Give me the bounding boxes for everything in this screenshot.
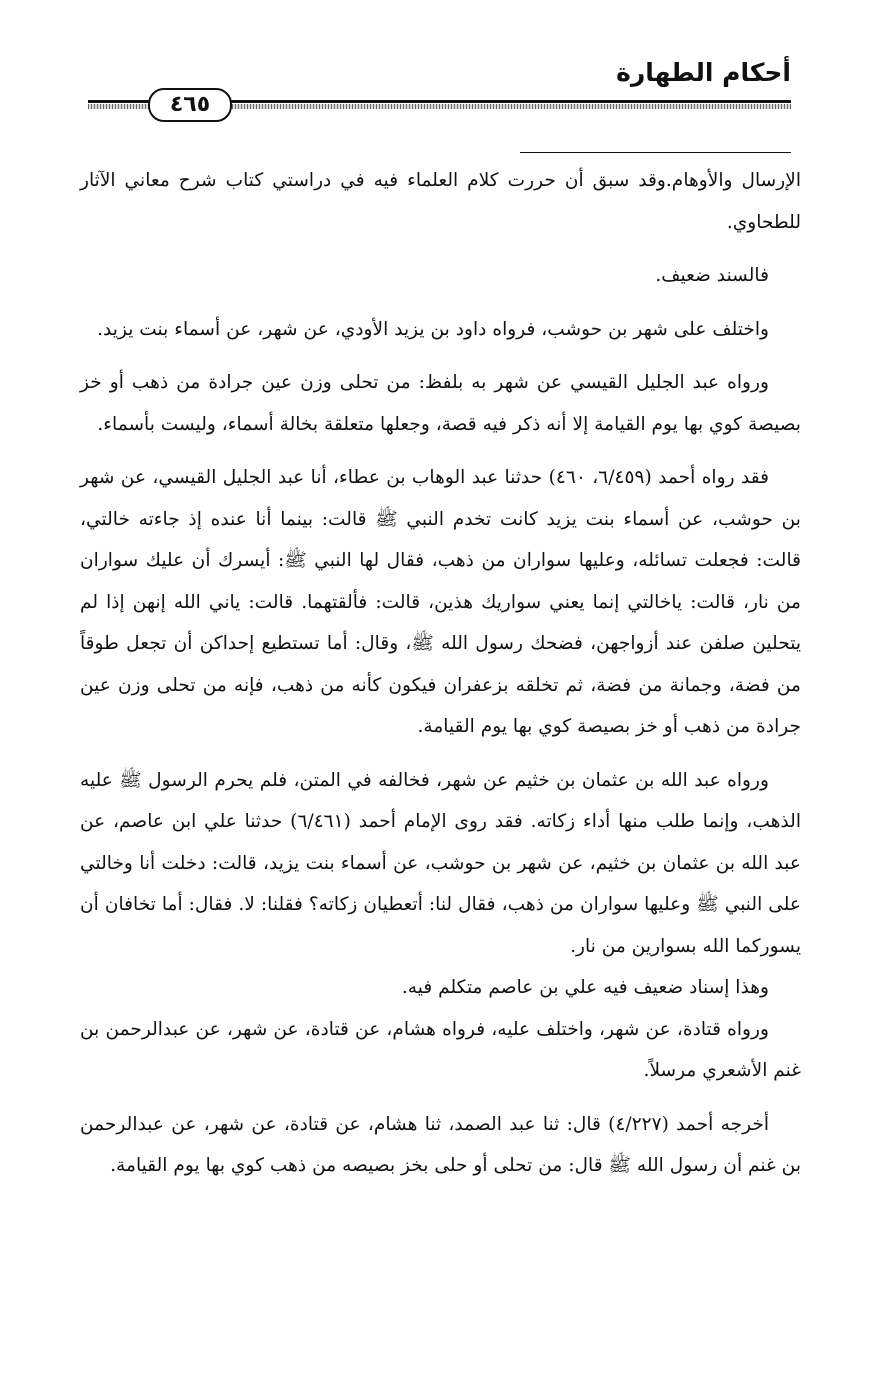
paragraph-qatada: ورواه قتادة، عن شهر، واختلف عليه، فرواه هشام، عن قتادة، عن شهر، عن عبدالرحمن بن غنم الأشعري مرسلاً.: [80, 1018, 801, 1081]
paragraph-ahmad-narration: فقد رواه أحمد (٦/٤٥٩، ٤٦٠) حدثنا عبد الوهاب بن عطاء، أنا عبد الجليل القيسي، عن شهر بن حوشب، عن أسماء بنت يزيد كانت تخدم النبي ﷺ قالت: بينما أنا عنده إذ جاءته خالتي، قالت: فجعلت تسائله، وعليها سواران من ذهب، فقال لها النبي ﷺ: أيسرك أن عليك سواران من نار، قالت: ياخالتي إنما يعني سواريك هذين، قالت: فألقتهما. قالت: ياني الله إنهن إذا لم يتحلين صلفن عند أزواجهن، فضحك رسول الله ﷺ، وقال: أما تستطيع إحداكن أن تجعل طوقاً من فضة، وجمانة من فضة، ثم تخلقه بزعفران فيكون كأنه من ذهب، فإنه من تحلى وزن عين جرادة من ذهب أو خز بصيصة كوي بها يوم القيامة.: [80, 467, 801, 737]
book-title: أحكام الطهارة: [616, 58, 791, 87]
paragraph-abdul-jalil: ورواه عبد الجليل القيسي عن شهر به بلفظ: من تحلى وزن عين جرادة من ذهب أو خز بصيصة كوي بها يوم القيامة إلا أنه ذكر فيه قصة، وجعلها متعلقة بخالة أسماء، وليست بأسماء.: [80, 372, 801, 435]
footnote-separator: [520, 152, 791, 153]
paragraph-ahmad-takhrij: أخرجه أحمد (٤/٢٢٧) قال: ثنا عبد الصمد، ثنا هشام، عن قتادة، عن شهر، عن عبدالرحمن بن غنم أن رسول الله ﷺ قال: من تحلى أو حلى بخز بصيصه من ذهب كوي بها يوم القيامة.: [80, 1113, 801, 1176]
page-number-badge: [148, 88, 232, 122]
paragraph-continuation: الإرسال والأوهام.وقد سبق أن حررت كلام العلماء فيه في دراستي كتاب شرح معاني الآثار للطحاوي.: [80, 170, 801, 233]
paragraph-isnad-weak: وهذا إسناد ضعيف فيه علي بن عاصم متكلم فيه.: [401, 977, 769, 998]
paragraph-disagreement: واختلف على شهر بن حوشب، فرواه داود بن يزيد الأودي، عن شهر، عن أسماء بنت يزيد.: [97, 318, 769, 340]
paragraph-ibn-khuthaym: ورواه عبد الله بن عثمان بن خثيم عن شهر، فخالفه في المتن، فلم يحرم الرسول ﷺ عليه الذهب، وإنما طلب منها أداء زكاته. فقد روى الإمام أحمد (٦/٤٦١) حدثنا علي ابن عاصم، عن عبد الله بن عثمان بن خثيم، عن شهر بن حوشب، عن أسماء بنت يزيد، قالت: دخلت أنا وخالتي على النبي ﷺ وعليها سواران من ذهب، فقال لنا: أتعطيان زكاته؟ فقلنا: لا. فقال: أما تخافان أن يسوركما الله بسوارين من نار.: [80, 769, 801, 957]
paragraph-verdict: فالسند ضعيف.: [655, 265, 769, 286]
page-number: ٤٦٥: [169, 92, 211, 117]
page-body: [80, 160, 801, 1187]
